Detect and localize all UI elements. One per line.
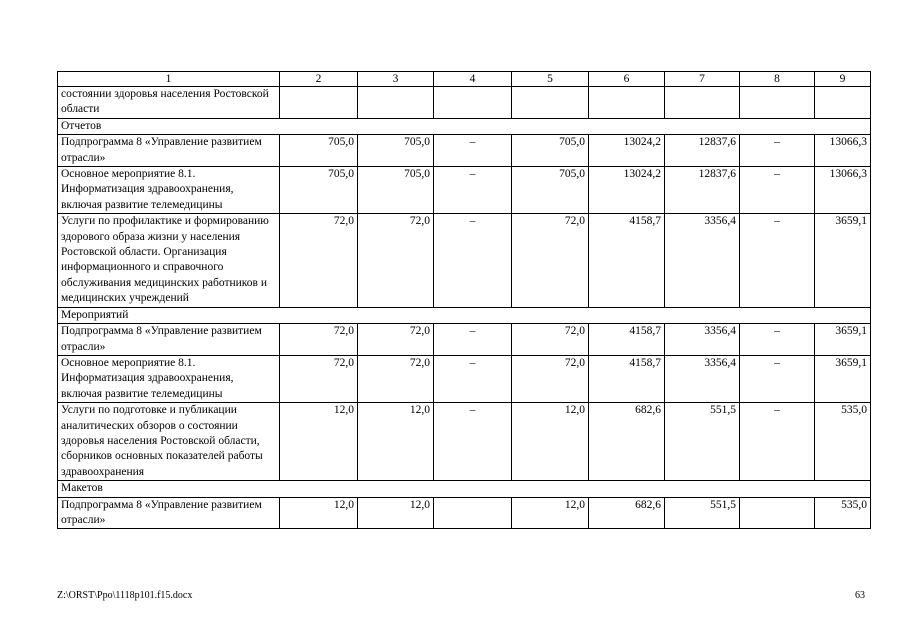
value-cell: – [434, 403, 512, 481]
value-cell: 4158,7 [589, 214, 665, 307]
value-cell: 682,6 [589, 497, 665, 529]
value-cell: 535,0 [815, 497, 871, 529]
value-cell: 72,0 [512, 324, 589, 356]
value-cell [740, 497, 815, 529]
value-cell: 72,0 [358, 214, 434, 307]
table-body [58, 87, 871, 529]
table-row [58, 497, 871, 529]
table-row [58, 403, 871, 481]
header-cell: 3 [358, 72, 434, 87]
value-cell [512, 87, 589, 119]
footer-file-path: Z:\ORST\Ppo\1118p101.f15.docx [57, 590, 193, 601]
header-cell: 9 [815, 72, 871, 87]
value-cell: 13066,3 [815, 167, 871, 214]
table-header [58, 72, 871, 87]
budget-table [57, 71, 871, 529]
header-cell: 4 [434, 72, 512, 87]
value-cell: 13066,3 [815, 135, 871, 167]
value-cell: – [740, 135, 815, 167]
row-name-cell: Основное мероприятие 8.1. Информатизация здравоохранения, включая развитие телемедицины [58, 355, 280, 402]
value-cell: 4158,7 [589, 355, 665, 402]
value-cell: – [434, 167, 512, 214]
value-cell [589, 87, 665, 119]
header-cell: 5 [512, 72, 589, 87]
value-cell: 13024,2 [589, 135, 665, 167]
value-cell [815, 87, 871, 119]
value-cell: 72,0 [280, 214, 358, 307]
row-name-cell: Услуги по профилактике и формированию здорового образа жизни у населения Ростовской области. Организация информационного и справочного обслуживания медицинских работников и медицинских учреждений [58, 214, 280, 307]
value-cell: 705,0 [280, 135, 358, 167]
value-cell: 551,5 [665, 497, 740, 529]
value-cell: 682,6 [589, 403, 665, 481]
value-cell: 12837,6 [665, 135, 740, 167]
row-name-cell: Услуги по подготовке и публикации аналитических обзоров о состоянии здоровья населения Ростовской области, сборников основных показателей работы здравоохранения [58, 403, 280, 481]
row-name-cell: Подпрограмма 8 «Управление развитием отрасли» [58, 135, 280, 167]
value-cell: 3356,4 [665, 355, 740, 402]
value-cell: 705,0 [358, 135, 434, 167]
header-row [58, 72, 871, 87]
value-cell: – [740, 167, 815, 214]
value-cell: 72,0 [512, 214, 589, 307]
value-cell: 535,0 [815, 403, 871, 481]
value-cell: 72,0 [358, 324, 434, 356]
value-cell: – [434, 355, 512, 402]
row-name-cell: Основное мероприятие 8.1. Информатизация здравоохранения, включая развитие телемедицины [58, 167, 280, 214]
value-cell: 4158,7 [589, 324, 665, 356]
value-cell: 12,0 [358, 403, 434, 481]
value-cell: – [740, 214, 815, 307]
section-label: Макетов [58, 481, 871, 497]
value-cell [434, 87, 512, 119]
table-row [58, 87, 871, 119]
value-cell: 705,0 [358, 167, 434, 214]
value-cell: 551,5 [665, 403, 740, 481]
value-cell: 3659,1 [815, 355, 871, 402]
value-cell [434, 497, 512, 529]
table-row [58, 135, 871, 167]
value-cell: 72,0 [358, 355, 434, 402]
value-cell: 3356,4 [665, 324, 740, 356]
table-row [58, 167, 871, 214]
section-row [58, 307, 871, 323]
footer-page-number: 63 [855, 590, 865, 601]
header-cell: 1 [58, 72, 280, 87]
value-cell: 12,0 [280, 403, 358, 481]
value-cell: – [434, 324, 512, 356]
value-cell: – [740, 403, 815, 481]
row-name-cell: Подпрограмма 8 «Управление развитием отрасли» [58, 497, 280, 529]
value-cell: 705,0 [512, 167, 589, 214]
table-row [58, 355, 871, 402]
value-cell: 12,0 [512, 403, 589, 481]
header-cell: 7 [665, 72, 740, 87]
value-cell: 3659,1 [815, 324, 871, 356]
value-cell: 72,0 [280, 324, 358, 356]
value-cell: 72,0 [280, 355, 358, 402]
table-row [58, 324, 871, 356]
row-name-cell: Подпрограмма 8 «Управление развитием отрасли» [58, 324, 280, 356]
value-cell: 12,0 [512, 497, 589, 529]
section-label: Мероприятий [58, 307, 871, 323]
value-cell: 12837,6 [665, 167, 740, 214]
section-label: Отчетов [58, 118, 871, 134]
value-cell [740, 87, 815, 119]
value-cell: 3659,1 [815, 214, 871, 307]
value-cell: 705,0 [512, 135, 589, 167]
value-cell: 72,0 [512, 355, 589, 402]
value-cell [358, 87, 434, 119]
value-cell: – [740, 355, 815, 402]
section-row [58, 118, 871, 134]
value-cell: – [434, 214, 512, 307]
value-cell [665, 87, 740, 119]
row-name-cell: состоянии здоровья населения Ростовской области [58, 87, 280, 119]
header-cell: 2 [280, 72, 358, 87]
value-cell: – [434, 135, 512, 167]
value-cell: – [740, 324, 815, 356]
header-cell: 6 [589, 72, 665, 87]
value-cell: 705,0 [280, 167, 358, 214]
table-row [58, 214, 871, 307]
value-cell: 13024,2 [589, 167, 665, 214]
value-cell: 3356,4 [665, 214, 740, 307]
value-cell [280, 87, 358, 119]
section-row [58, 481, 871, 497]
header-cell: 8 [740, 72, 815, 87]
value-cell: 12,0 [358, 497, 434, 529]
value-cell: 12,0 [280, 497, 358, 529]
